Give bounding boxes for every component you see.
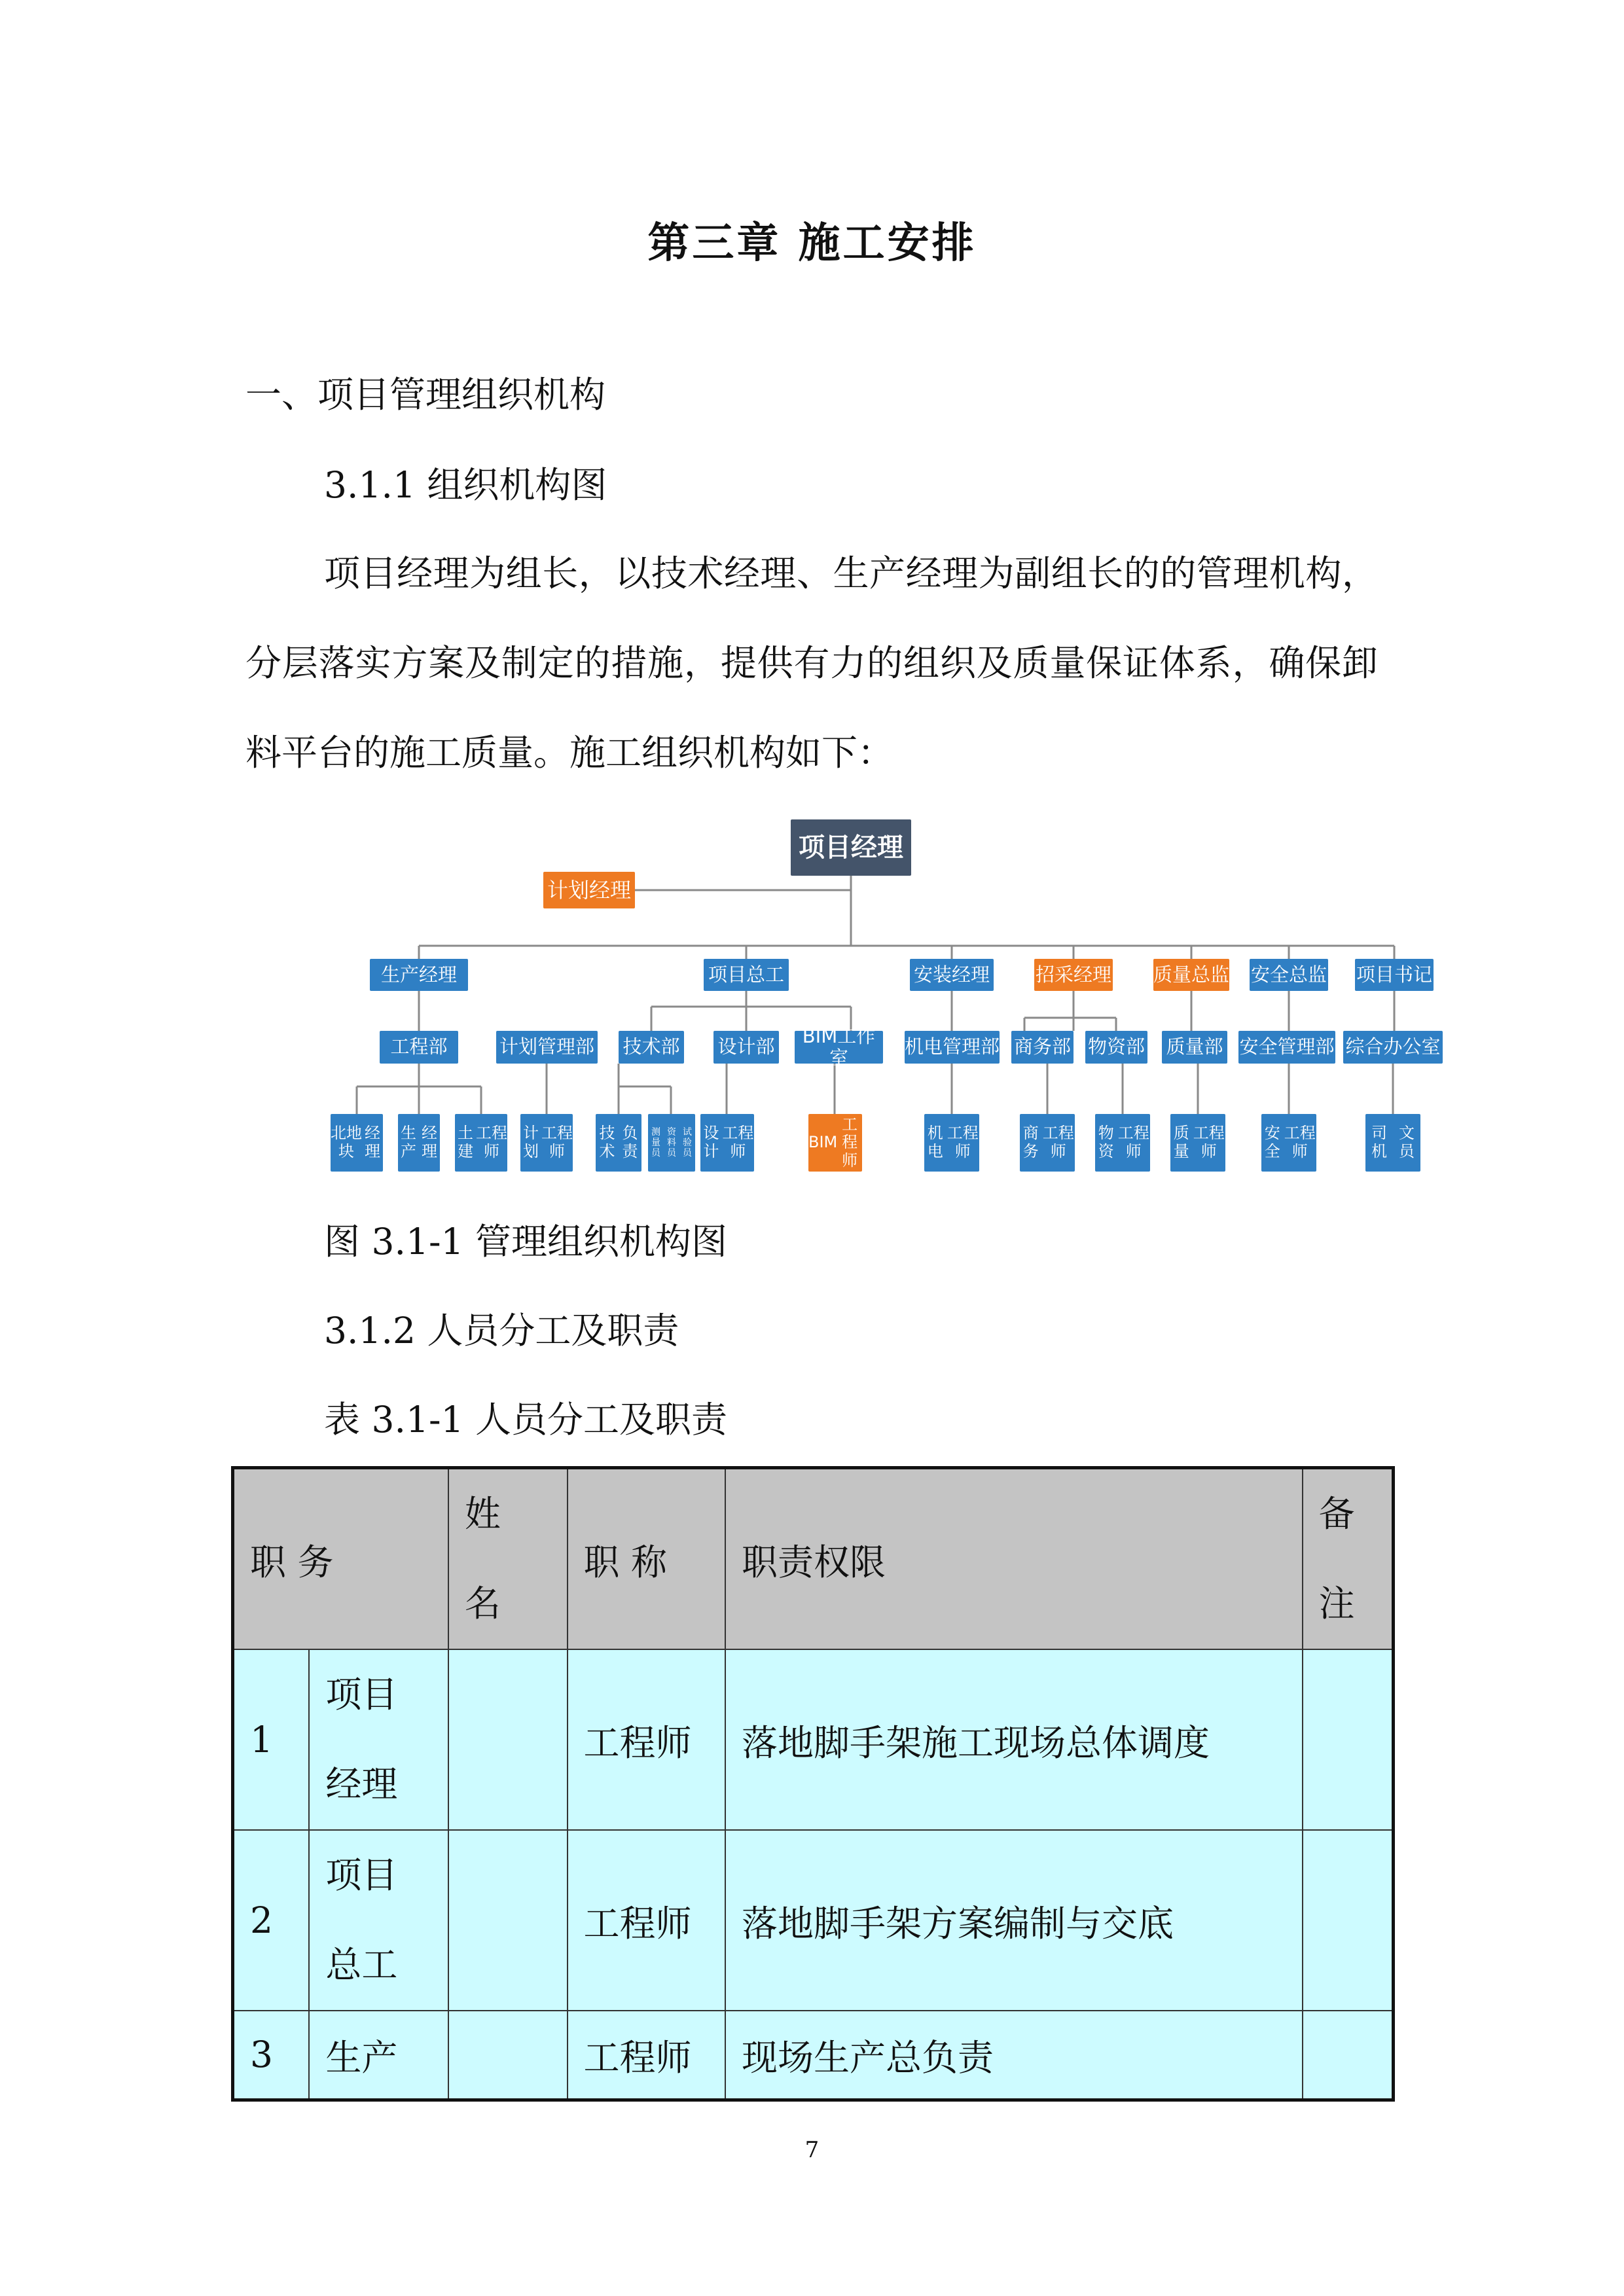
row-number: 2: [233, 1830, 310, 2011]
row-name: [448, 1830, 568, 2011]
org-node-planning-dept: 计划管理部: [496, 1031, 598, 1064]
row-duty: 落地脚手架施工现场总体调度: [725, 1649, 1303, 1830]
org-node-production-manager: 生产经理: [370, 959, 468, 991]
org-node-project-manager: 项目经理: [791, 819, 911, 876]
row-duty: 落地脚手架方案编制与交底: [725, 1830, 1303, 2011]
org-node-mep-dept: 机电管理部: [905, 1031, 1000, 1064]
row-name: [448, 1649, 568, 1830]
header-position: 职 务: [233, 1468, 448, 1650]
org-node-commercial-engineer: 商务 工程师: [1020, 1114, 1075, 1172]
org-node-planning-manager: 计划经理: [543, 872, 635, 908]
org-node-design-engineer: 设计 工程师: [700, 1114, 754, 1172]
org-node-north-block-manager: 北地块 经理: [331, 1114, 383, 1172]
org-node-design-dept: 设计部: [713, 1031, 779, 1064]
header-duty: 职责权限: [725, 1468, 1303, 1650]
table-caption: 表 3.1-1 人员分工及职责: [324, 1399, 728, 1441]
org-node-bim-engineer: BIM 工程师: [808, 1114, 862, 1172]
row-position-line-1: 生产: [325, 2036, 398, 2079]
org-node-procurement-manager: 招采经理: [1034, 959, 1113, 991]
row-job-title: 工程师: [568, 1830, 725, 2011]
subsection-title-org-chart: 3.1.1 组织机构图: [324, 464, 607, 506]
row-number: 1: [233, 1649, 310, 1830]
org-node-technical-lead: 技术 负责: [596, 1114, 641, 1172]
org-node-engineering-dept: 工程部: [380, 1031, 458, 1064]
row-position: [309, 1649, 448, 1830]
row-position-line-2: 总工: [325, 1944, 398, 1986]
table-row: [233, 1649, 1394, 1830]
org-node-quality-director: 质量总监: [1153, 959, 1229, 991]
duty-table: [231, 1466, 1395, 2102]
org-node-general-office: 综合办公室: [1343, 1031, 1443, 1064]
subsection-title-duties: 3.1.2 人员分工及职责: [324, 1310, 679, 1352]
row-position-line-1: 项目: [325, 1674, 398, 1715]
row-job-title: 工程师: [568, 1649, 725, 1830]
org-node-production-manager-2: 生产 经理: [398, 1114, 440, 1172]
org-node-bim-studio: BIM工作室: [795, 1031, 883, 1064]
org-node-technical-dept: 技术部: [619, 1031, 684, 1064]
header-name-line-2: 名: [464, 1583, 501, 1624]
row-number: 3: [233, 2011, 310, 2100]
row-remark: [1303, 2011, 1394, 2100]
org-chart: [327, 812, 1453, 1185]
header-remark-line-1: 备: [1318, 1493, 1355, 1535]
org-node-safety-director: 安全总监: [1250, 959, 1328, 991]
org-node-installation-manager: 安装经理: [910, 959, 994, 991]
org-node-safety-engineer: 安全 工程师: [1261, 1114, 1316, 1172]
row-job-title: 工程师: [568, 2011, 725, 2100]
row-duty: 现场生产总负责: [725, 2011, 1303, 2100]
org-node-driver-clerk: 司机 文员: [1365, 1114, 1420, 1172]
org-node-chief-engineer: 项目总工: [704, 959, 789, 991]
org-node-commercial-dept: 商务部: [1011, 1031, 1074, 1064]
org-node-surveyor-clerk: 测量员 资料员 试验员: [648, 1114, 695, 1172]
org-node-project-secretary: 项目书记: [1355, 959, 1434, 991]
chapter-title: 第三章 施工安排: [647, 219, 977, 268]
page-number: 7: [804, 2137, 820, 2163]
org-node-quality-engineer: 质量 工程师: [1170, 1114, 1225, 1172]
org-node-materials-dept: 物资部: [1085, 1031, 1147, 1064]
row-remark: [1303, 1649, 1394, 1830]
row-position-line-1: 项目: [325, 1854, 398, 1896]
org-node-mep-engineer: 机电 工程师: [924, 1114, 979, 1172]
header-name: [448, 1468, 568, 1650]
org-node-civil-engineer: 土建 工程师: [455, 1114, 507, 1172]
row-position: [309, 2011, 448, 2100]
intro-paragraph: 项目经理为组长，以技术经理、生产经理为副组长的的管理机构，分层落实方案及制定的措施，提供有力的组织及质量保证体系，确保卸料平台的施工质量。施工组织机构如下：: [245, 552, 1378, 774]
org-node-quality-dept: 质量部: [1162, 1031, 1227, 1064]
org-node-planning-engineer: 计划 工程师: [520, 1114, 573, 1172]
header-name-line-1: 姓: [464, 1493, 501, 1535]
row-remark: [1303, 1830, 1394, 2011]
row-position-line-2: 经理: [325, 1763, 398, 1805]
row-position: [309, 1830, 448, 2011]
table-row: [233, 1830, 1394, 2011]
org-node-safety-dept: 安全管理部: [1238, 1031, 1335, 1064]
table-row: [233, 2011, 1394, 2100]
figure-caption: 图 3.1-1 管理组织机构图: [324, 1221, 728, 1263]
section-title: 一、项目管理组织机构: [245, 374, 606, 416]
table-header-row: [233, 1468, 1394, 1650]
header-remark: [1303, 1468, 1394, 1650]
org-node-materials-engineer: 物资 工程师: [1095, 1114, 1150, 1172]
row-name: [448, 2011, 568, 2100]
header-job-title: 职 称: [568, 1468, 725, 1650]
header-remark-line-2: 注: [1318, 1583, 1355, 1624]
